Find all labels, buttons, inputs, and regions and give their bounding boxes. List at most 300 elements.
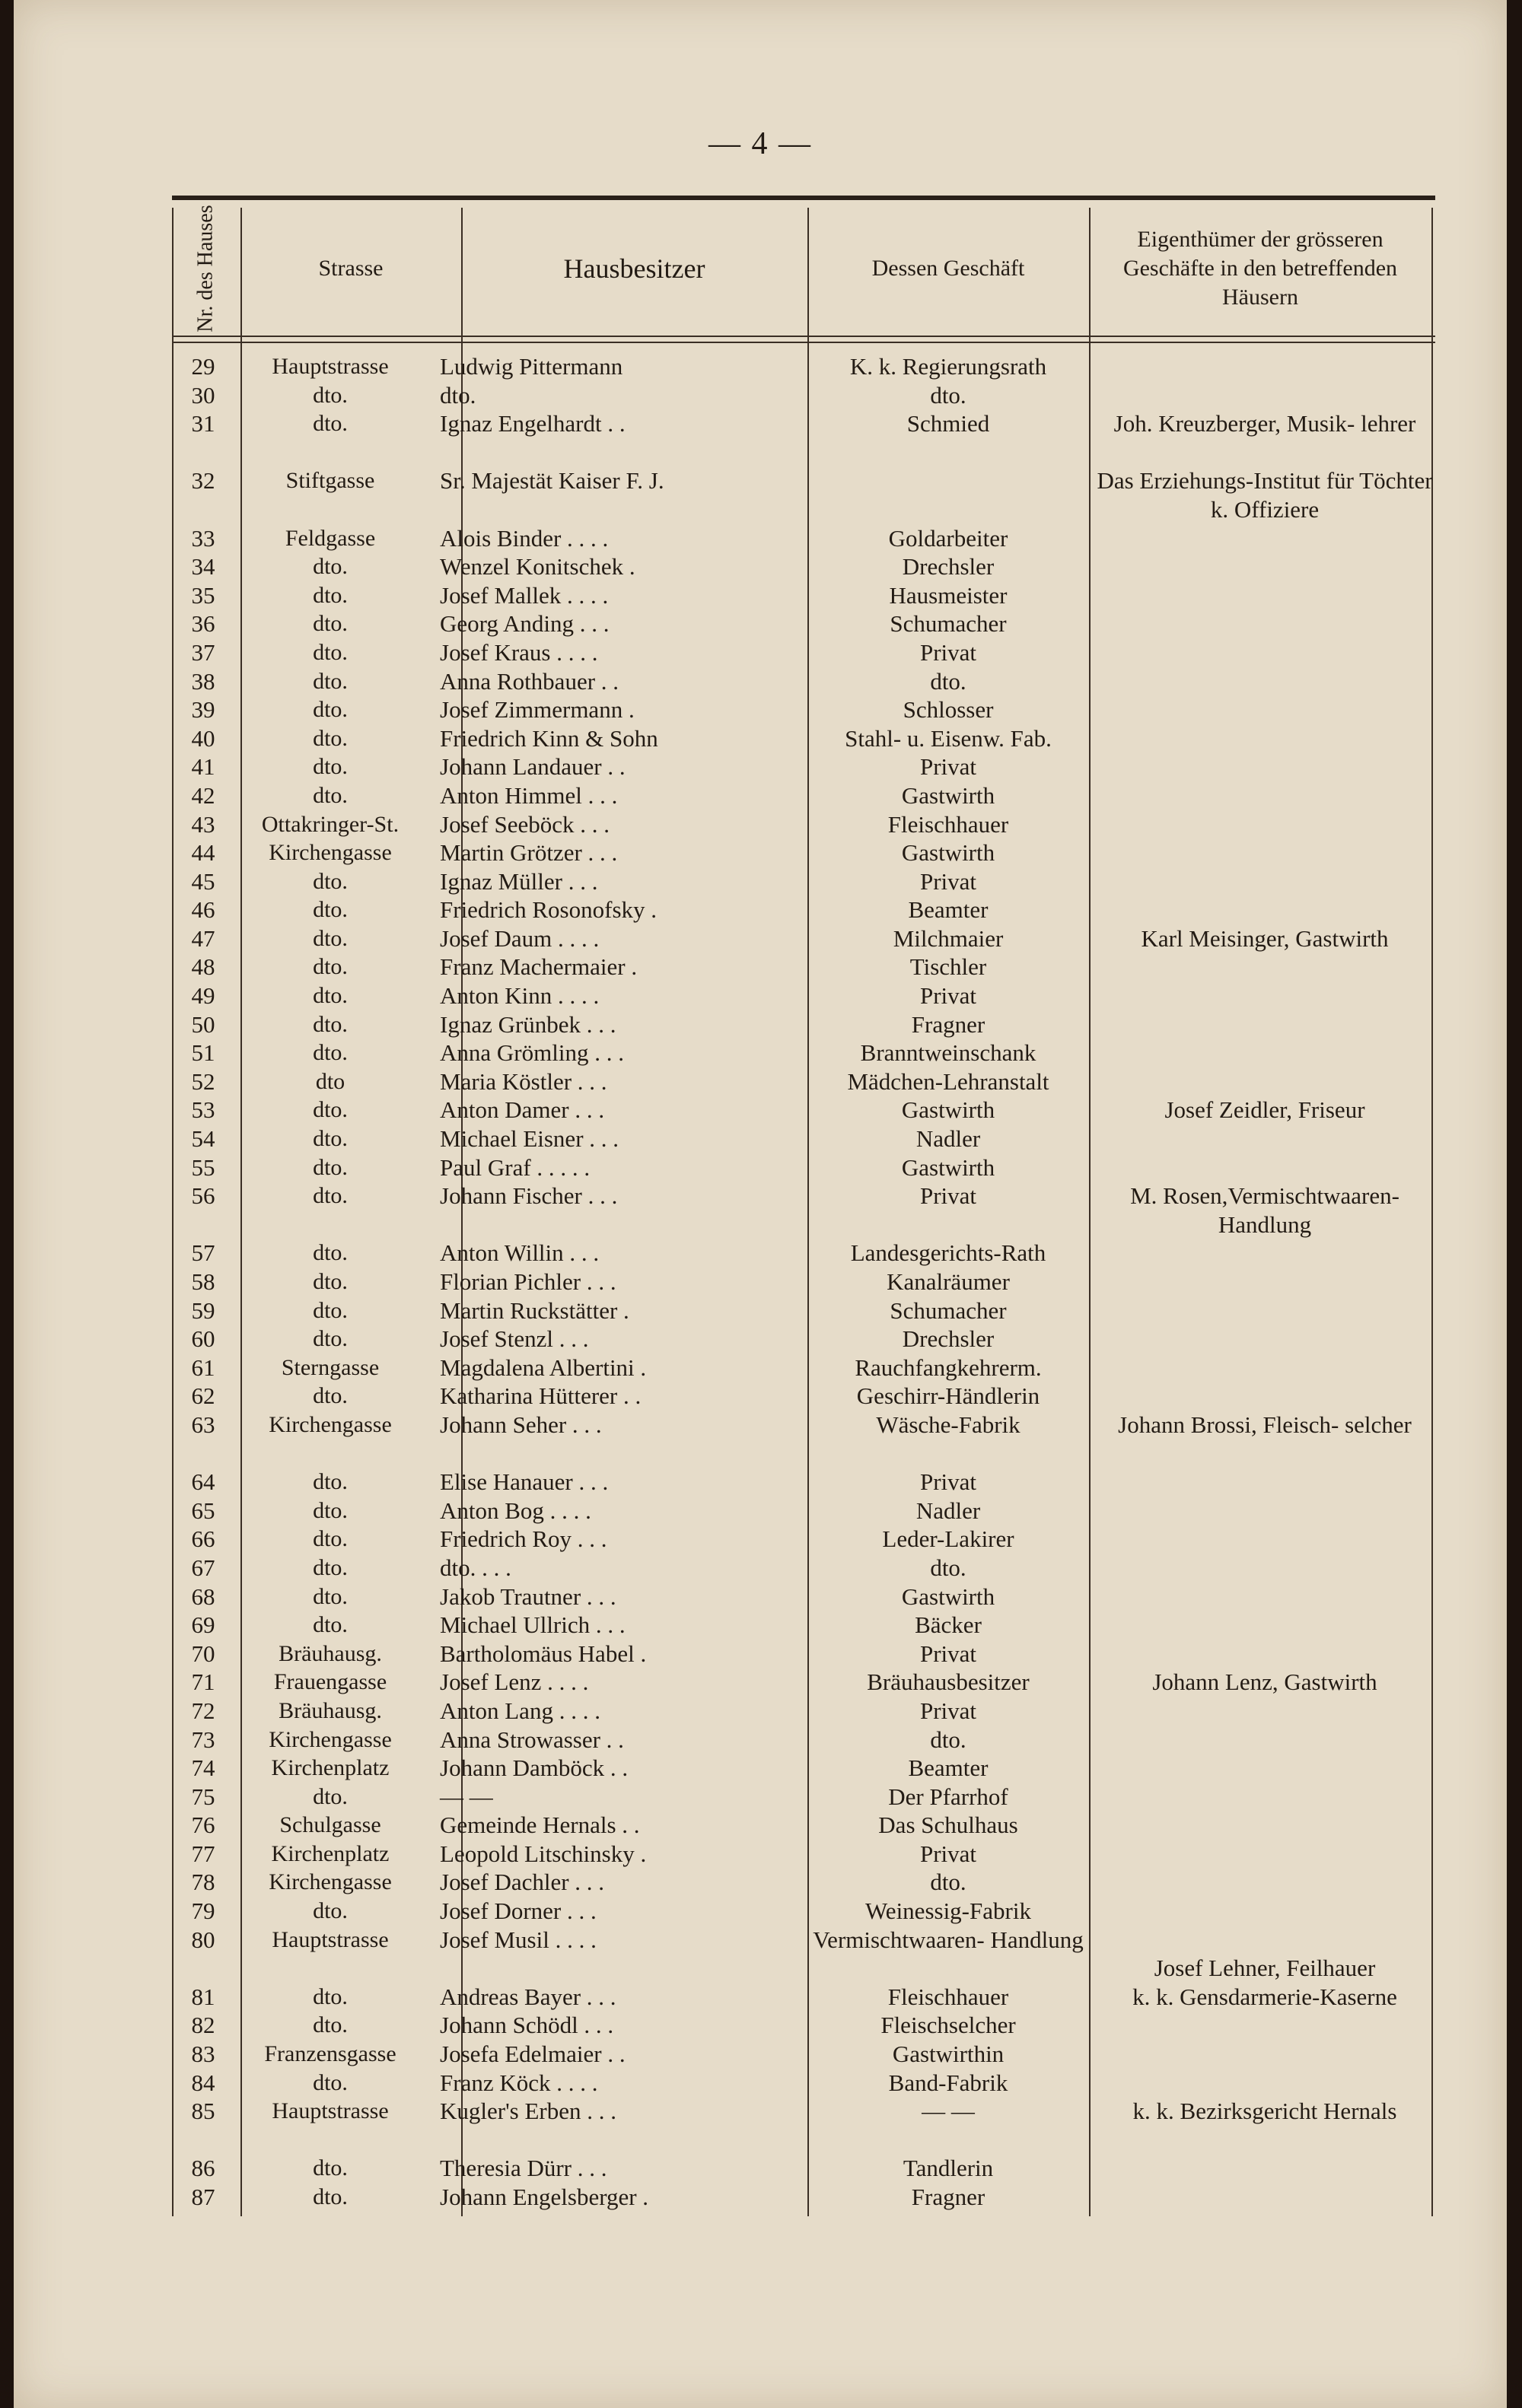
table-row — [172, 1754, 1435, 1783]
business-owner-cell: Josef Zeidler, Friseur — [1164, 1096, 1365, 1124]
table-row — [172, 1325, 1435, 1354]
table-row — [172, 1067, 1435, 1096]
table-row — [172, 1983, 1435, 2012]
trade-cell: dto. — [930, 1554, 966, 1581]
street-cell: Schulgasse — [279, 1812, 381, 1838]
trade-cell: Beamter — [908, 1754, 989, 1782]
trade-cell: Schmied — [906, 410, 990, 437]
street-cell: dto. — [313, 2184, 348, 2209]
owner-cell: Leopold Litschinsky . — [440, 1840, 647, 1867]
trade-cell: Drechsler — [902, 1325, 995, 1353]
trade-cell: Privat — [919, 1840, 977, 1867]
business-owner-cell: M. Rosen,Vermischtwaaren- Handlung — [1130, 1182, 1399, 1238]
street-cell: dto. — [313, 1326, 348, 1352]
house-number: 83 — [191, 2041, 215, 2068]
trade-cell: Beamter — [908, 896, 989, 924]
table-row — [172, 1668, 1435, 1697]
owner-cell: Alois Binder . . . . — [440, 524, 609, 552]
table-row — [172, 781, 1435, 810]
table-row — [172, 667, 1435, 696]
owner-cell: Martin Grötzer . . . — [440, 839, 618, 867]
street-cell: dto. — [313, 1183, 348, 1209]
house-number: 52 — [191, 1067, 215, 1095]
owner-cell: Anton Himmel . . . — [440, 781, 618, 809]
table-row — [172, 381, 1435, 410]
street-cell: dto. — [313, 1583, 348, 1609]
owner-cell: Martin Ruckstätter . — [440, 1296, 629, 1324]
table-row — [172, 1411, 1435, 1468]
owner-cell: Josef Kraus . . . . — [440, 638, 598, 666]
trade-cell: Schlosser — [903, 696, 994, 724]
owner-cell: Josef Mallek . . . . — [440, 581, 609, 609]
table-row — [172, 524, 1435, 553]
house-number: 77 — [191, 1840, 215, 1867]
owner-cell: Johann Damböck . . — [440, 1754, 629, 1782]
house-register-table — [172, 196, 1435, 2216]
trade-cell: Hausmeister — [889, 581, 1008, 609]
street-cell: Feldgasse — [285, 525, 376, 551]
house-number: 85 — [191, 2098, 215, 2125]
trade-cell: Fragner — [911, 1010, 985, 1038]
trade-cell: Privat — [919, 1182, 977, 1210]
house-number: 47 — [191, 924, 215, 952]
owner-cell: Theresia Dürr . . . — [440, 2155, 607, 2182]
house-number: 81 — [191, 1983, 215, 2010]
table-row — [172, 867, 1435, 896]
owner-cell: Magdalena Albertini . — [440, 1354, 647, 1381]
house-number: 50 — [191, 1010, 215, 1038]
table-row — [172, 895, 1435, 924]
house-number: 32 — [191, 467, 215, 495]
street-cell: dto. — [313, 411, 348, 437]
house-number: 35 — [191, 581, 215, 609]
house-number: 48 — [191, 953, 215, 981]
street-cell: dto. — [313, 582, 348, 608]
street-cell: dto. — [313, 697, 348, 723]
trade-cell: — — — [922, 2098, 975, 2125]
table-row — [172, 2154, 1435, 2183]
street-cell: dto. — [313, 1898, 348, 1924]
trade-cell: Gastwirth — [901, 1583, 995, 1610]
table-row — [172, 1153, 1435, 1182]
house-number: 78 — [191, 1869, 215, 1896]
street-cell: dto. — [313, 1297, 348, 1323]
street-cell: dto. — [313, 1040, 348, 1066]
business-owner-cell: Joh. Kreuzberger, Musik- lehrer — [1113, 410, 1416, 437]
trade-cell: Landesgerichts-Rath — [850, 1239, 1046, 1267]
owner-cell: Johann Landauer . . — [440, 753, 626, 781]
street-cell: dto. — [313, 1097, 348, 1123]
street-cell: dto. — [313, 1526, 348, 1552]
table-row — [172, 1554, 1435, 1583]
table-row — [172, 1497, 1435, 1525]
street-cell: dto. — [313, 1783, 348, 1809]
owner-cell: Georg Anding . . . — [440, 610, 610, 638]
trade-cell: Schumacher — [890, 610, 1007, 638]
business-owner-cell: k. k. Gensdarmerie-Kaserne — [1132, 1983, 1397, 2010]
owner-cell: Jakob Trautner . . . — [440, 1583, 616, 1610]
table-row — [172, 1926, 1435, 1983]
street-cell: dto — [315, 1068, 345, 1094]
house-number: 38 — [191, 667, 215, 695]
table-row — [172, 1382, 1435, 1411]
house-number: 84 — [191, 2069, 215, 2096]
street-cell: Bräuhausg. — [279, 1697, 382, 1723]
table-row — [172, 1697, 1435, 1726]
street-cell: dto. — [313, 1497, 348, 1523]
street-cell: Kirchengasse — [269, 1869, 392, 1895]
table-row — [172, 924, 1435, 953]
trade-cell: Das Schulhaus — [878, 1812, 1018, 1839]
table-row — [172, 953, 1435, 981]
house-number: 45 — [191, 867, 215, 895]
owner-cell: Anna Rothbauer . . — [440, 667, 619, 695]
street-cell: dto. — [313, 868, 348, 894]
street-cell: dto. — [313, 1269, 348, 1294]
street-cell: dto. — [313, 754, 348, 780]
owner-cell: Michael Eisner . . . — [440, 1125, 619, 1153]
street-cell: dto. — [313, 1011, 348, 1037]
trade-cell: Privat — [919, 753, 977, 781]
trade-cell: Privat — [919, 1468, 977, 1496]
owner-cell: Wenzel Konitschek . — [440, 553, 635, 581]
header-trade: Dessen Geschäft — [871, 256, 1025, 281]
street-cell: dto. — [313, 2012, 348, 2038]
trade-cell: Weinessig-Fabrik — [865, 1897, 1031, 1925]
house-number: 33 — [191, 524, 215, 552]
owner-cell: Michael Ullrich . . . — [440, 1611, 626, 1639]
house-number: 46 — [191, 896, 215, 924]
table-row — [172, 2183, 1435, 2212]
trade-cell: Fleischhauer — [887, 810, 1009, 838]
table-row — [172, 409, 1435, 466]
house-number: 40 — [191, 724, 215, 752]
header-rule — [172, 336, 1435, 337]
trade-cell: Schumacher — [890, 1296, 1007, 1324]
street-cell: Hauptstrasse — [272, 2098, 389, 2124]
table-row — [172, 466, 1435, 523]
street-cell: dto. — [313, 668, 348, 694]
house-number: 56 — [191, 1182, 215, 1210]
house-number: 70 — [191, 1640, 215, 1667]
owner-cell: Josef Dorner . . . — [440, 1897, 597, 1925]
owner-cell: Bartholomäus Habel . — [440, 1640, 647, 1667]
trade-cell: Milchmaier — [893, 924, 1004, 952]
house-number: 42 — [191, 781, 215, 809]
house-number: 36 — [191, 610, 215, 638]
business-owner-cell: Johann Lenz, Gastwirth — [1152, 1668, 1377, 1696]
street-cell: Kirchenplatz — [271, 1840, 390, 1866]
house-number: 74 — [191, 1754, 215, 1782]
street-cell: dto. — [313, 1240, 348, 1266]
owner-cell: Ignaz Müller . . . — [440, 867, 598, 895]
business-owner-cell: k. k. Bezirksgericht Hernals — [1132, 2098, 1397, 2125]
table-row — [172, 2069, 1435, 2098]
trade-cell: Fragner — [911, 2184, 985, 2210]
trade-cell: Bräuhausbesitzer — [867, 1668, 1030, 1696]
street-cell: dto. — [313, 611, 348, 637]
owner-cell: Maria Köstler . . . — [440, 1067, 607, 1095]
table-row — [172, 1726, 1435, 1754]
owner-cell: Johann Schödl . . . — [440, 2012, 614, 2039]
table-row — [172, 1897, 1435, 1926]
trade-cell: Nadler — [915, 1497, 981, 1524]
house-number: 62 — [191, 1382, 215, 1410]
street-cell: dto. — [313, 2069, 348, 2095]
table-row — [172, 810, 1435, 839]
table-row — [172, 1124, 1435, 1153]
house-number: 64 — [191, 1468, 215, 1496]
trade-cell: Privat — [919, 867, 977, 895]
owner-cell: Anna Strowasser . . — [440, 1726, 624, 1753]
house-number: 86 — [191, 2155, 215, 2182]
street-cell: Hauptstrasse — [272, 1926, 389, 1952]
owner-cell: Johann Seher . . . — [440, 1411, 602, 1438]
house-number: 60 — [191, 1325, 215, 1353]
owner-cell: Josefa Edelmaier . . — [440, 2041, 626, 2068]
table-row — [172, 1039, 1435, 1067]
street-cell: dto. — [313, 1383, 348, 1409]
owner-cell: Anton Damer . . . — [440, 1096, 605, 1124]
trade-cell: K. k. Regierungsrath — [849, 353, 1047, 380]
house-number: 65 — [191, 1497, 215, 1524]
trade-cell: Bäcker — [915, 1611, 982, 1639]
street-cell: dto. — [313, 1126, 348, 1152]
owner-cell: Ludwig Pittermann — [440, 353, 623, 380]
trade-cell: Tandlerin — [903, 2155, 994, 2182]
table-row — [172, 724, 1435, 753]
owner-cell: Florian Pichler . . . — [440, 1268, 616, 1295]
table-row — [172, 1783, 1435, 1812]
owner-cell: Josef Daum . . . . — [440, 924, 600, 952]
table-row — [172, 695, 1435, 724]
page-number: — 4 — — [708, 126, 812, 161]
trade-cell: Gastwirth — [901, 839, 995, 867]
house-number: 63 — [191, 1411, 215, 1438]
house-number: 43 — [191, 810, 215, 838]
trade-cell: Nadler — [915, 1125, 981, 1153]
street-cell: dto. — [313, 1154, 348, 1180]
table-row — [172, 1268, 1435, 1296]
trade-cell: Rauchfangkehrerm. — [855, 1354, 1042, 1381]
owner-cell: Josef Dachler . . . — [440, 1869, 605, 1896]
table-row — [172, 1640, 1435, 1668]
table-row — [172, 1583, 1435, 1611]
house-number: 72 — [191, 1697, 215, 1724]
owner-cell: Josef Musil . . . . — [440, 1926, 597, 1953]
owner-cell: Anton Lang . . . . — [440, 1697, 600, 1724]
header-owner: Hausbesitzer — [563, 253, 705, 284]
owner-cell: Johann Engelsberger . — [440, 2184, 649, 2210]
owner-cell: Elise Hanauer . . . — [440, 1468, 609, 1496]
house-number: 57 — [191, 1239, 215, 1267]
house-number: 58 — [191, 1268, 215, 1295]
street-cell: Frauengasse — [273, 1669, 387, 1695]
owner-cell: Josef Stenzl . . . — [440, 1325, 589, 1353]
house-number: 39 — [191, 696, 215, 724]
trade-cell: Privat — [919, 982, 977, 1010]
owner-cell: Kugler's Erben . . . — [440, 2098, 617, 2125]
street-cell: Franzensgasse — [264, 2041, 396, 2067]
trade-cell: Tischler — [909, 953, 987, 981]
house-number: 49 — [191, 982, 215, 1010]
trade-cell: Gastwirth — [901, 781, 995, 809]
owner-cell: Ignaz Grünbek . . . — [440, 1010, 616, 1038]
table-row — [172, 352, 1435, 381]
trade-cell: Goldarbeiter — [888, 524, 1008, 552]
street-cell: Hauptstrasse — [272, 354, 389, 379]
business-owner-cell: Johann Brossi, Fleisch- selcher — [1118, 1411, 1412, 1438]
street-cell: dto. — [313, 639, 348, 665]
street-cell: Kirchenplatz — [271, 1755, 390, 1781]
owner-cell: Friedrich Roy . . . — [440, 1525, 607, 1553]
trade-cell: Drechsler — [902, 553, 995, 581]
street-cell: dto. — [313, 782, 348, 808]
street-cell: dto. — [313, 554, 348, 580]
house-number: 67 — [191, 1554, 215, 1581]
header-business-owners: Eigenthümer der grösseren Geschäfte in den betreffenden Häusern — [1122, 227, 1398, 310]
owner-cell: Andreas Bayer . . . — [440, 1983, 616, 2010]
table-row — [172, 638, 1435, 667]
street-cell: dto. — [313, 925, 348, 951]
house-number: 41 — [191, 753, 215, 781]
table-row — [172, 1182, 1435, 1239]
table-row — [172, 1811, 1435, 1840]
table-row — [172, 1611, 1435, 1640]
table-row — [172, 1525, 1435, 1554]
trade-cell: Gastwirth — [901, 1096, 995, 1124]
house-number: 30 — [191, 381, 215, 409]
owner-cell: Anton Bog . . . . — [440, 1497, 591, 1524]
house-number: 69 — [191, 1611, 215, 1639]
house-number: 87 — [191, 2184, 215, 2210]
trade-cell: Privat — [919, 638, 977, 666]
street-cell: Kirchengasse — [269, 1411, 392, 1437]
trade-cell: dto. — [930, 1869, 966, 1896]
table-row — [172, 1840, 1435, 1869]
table-row — [172, 752, 1435, 781]
house-number: 51 — [191, 1039, 215, 1067]
street-cell: dto. — [313, 725, 348, 751]
house-number: 29 — [191, 353, 215, 380]
business-owner-cell: Josef Lehner, Feilhauer — [1154, 1955, 1376, 1982]
street-cell: Kirchengasse — [269, 1726, 392, 1752]
house-number: 80 — [191, 1926, 215, 1953]
business-owner-cell: Karl Meisinger, Gastwirth — [1141, 924, 1389, 952]
owner-cell: Friedrich Rosonofsky . — [440, 896, 658, 924]
table-row — [172, 1010, 1435, 1039]
header-rule — [172, 342, 1435, 343]
house-number: 53 — [191, 1096, 215, 1124]
street-cell: Sterngasse — [281, 1354, 380, 1380]
owner-cell: Franz Machermaier . — [440, 953, 638, 981]
trade-cell: Geschirr-Händlerin — [856, 1382, 1040, 1410]
house-number: 54 — [191, 1125, 215, 1153]
owner-cell: Gemeinde Hernals . . — [440, 1812, 640, 1839]
house-number: 71 — [191, 1668, 215, 1696]
trade-cell: Vermischtwaaren- Handlung — [813, 1926, 1084, 1953]
table-row — [172, 552, 1435, 581]
trade-cell: Band-Fabrik — [888, 2069, 1008, 2096]
owner-cell: Paul Graf . . . . . — [440, 1153, 591, 1181]
trade-cell: Privat — [919, 1697, 977, 1724]
street-cell: dto. — [313, 1983, 348, 2009]
owner-cell: Anton Willin . . . — [440, 1239, 600, 1267]
table-row — [172, 2097, 1435, 2154]
trade-cell: Gastwirth — [901, 1153, 995, 1181]
owner-cell: Franz Köck . . . . — [440, 2069, 598, 2096]
house-number: 59 — [191, 1296, 215, 1324]
trade-cell: Privat — [919, 1640, 977, 1667]
owner-cell: Anna Grömling . . . — [440, 1039, 624, 1067]
house-number: 44 — [191, 839, 215, 867]
trade-cell: dto. — [930, 381, 966, 409]
owner-cell: Josef Zimmermann . — [440, 696, 635, 724]
table-row — [172, 1354, 1435, 1382]
owner-cell: dto. — [440, 381, 476, 409]
house-number: 55 — [191, 1153, 215, 1181]
house-number: 37 — [191, 638, 215, 666]
street-cell: Bräuhausg. — [279, 1640, 382, 1666]
street-cell: Stiftgasse — [285, 468, 375, 494]
house-number: 61 — [191, 1354, 215, 1381]
street-cell: dto. — [313, 1554, 348, 1580]
street-cell: dto. — [313, 1612, 348, 1638]
table-row — [172, 609, 1435, 638]
trade-cell: dto. — [930, 1726, 966, 1753]
house-number: 79 — [191, 1897, 215, 1925]
trade-cell: Leder-Lakirer — [882, 1525, 1014, 1553]
house-number: 76 — [191, 1812, 215, 1839]
table-row — [172, 1468, 1435, 1497]
business-owner-cell: Das Erziehungs-Institut für Töchter k. Offiziere — [1097, 467, 1433, 523]
trade-cell: Wäsche-Fabrik — [876, 1411, 1021, 1438]
header-street: Strasse — [318, 256, 384, 281]
owner-cell: Johann Fischer . . . — [440, 1182, 618, 1210]
house-number: 75 — [191, 1783, 215, 1810]
street-cell: dto. — [313, 382, 348, 408]
owner-cell: Josef Lenz . . . . — [440, 1668, 589, 1696]
street-cell: dto. — [313, 954, 348, 980]
table-row — [172, 1296, 1435, 1325]
table-row — [172, 1868, 1435, 1897]
street-cell: Kirchengasse — [269, 840, 392, 866]
owner-cell: — — — [440, 1783, 493, 1810]
street-cell: dto. — [313, 2155, 348, 2181]
trade-cell: dto. — [930, 667, 966, 695]
street-cell: dto. — [313, 1469, 348, 1495]
house-number: 82 — [191, 2012, 215, 2039]
street-cell: Ottakringer-St. — [261, 811, 400, 837]
owner-cell: Friedrich Kinn & Sohn — [440, 724, 658, 752]
trade-cell: Fleischhauer — [887, 1983, 1009, 2010]
trade-cell: Mädchen-Lehranstalt — [847, 1067, 1049, 1095]
owner-cell: Josef Seeböck . . . — [440, 810, 610, 838]
street-cell: dto. — [313, 897, 348, 923]
owner-cell: Sr. Majestät Kaiser F. J. — [440, 467, 664, 495]
owner-cell: dto. . . . — [440, 1554, 511, 1581]
trade-cell: Gastwirthin — [892, 2041, 1005, 2068]
house-number: 73 — [191, 1726, 215, 1753]
trade-cell: Der Pfarrhof — [888, 1783, 1008, 1810]
street-cell: dto. — [313, 983, 348, 1009]
table-row — [172, 2040, 1435, 2069]
owner-cell: Anton Kinn . . . . — [440, 982, 600, 1010]
table-body — [172, 352, 1435, 2212]
house-number: 68 — [191, 1583, 215, 1610]
table-row — [172, 838, 1435, 867]
document-page — [14, 0, 1507, 2408]
